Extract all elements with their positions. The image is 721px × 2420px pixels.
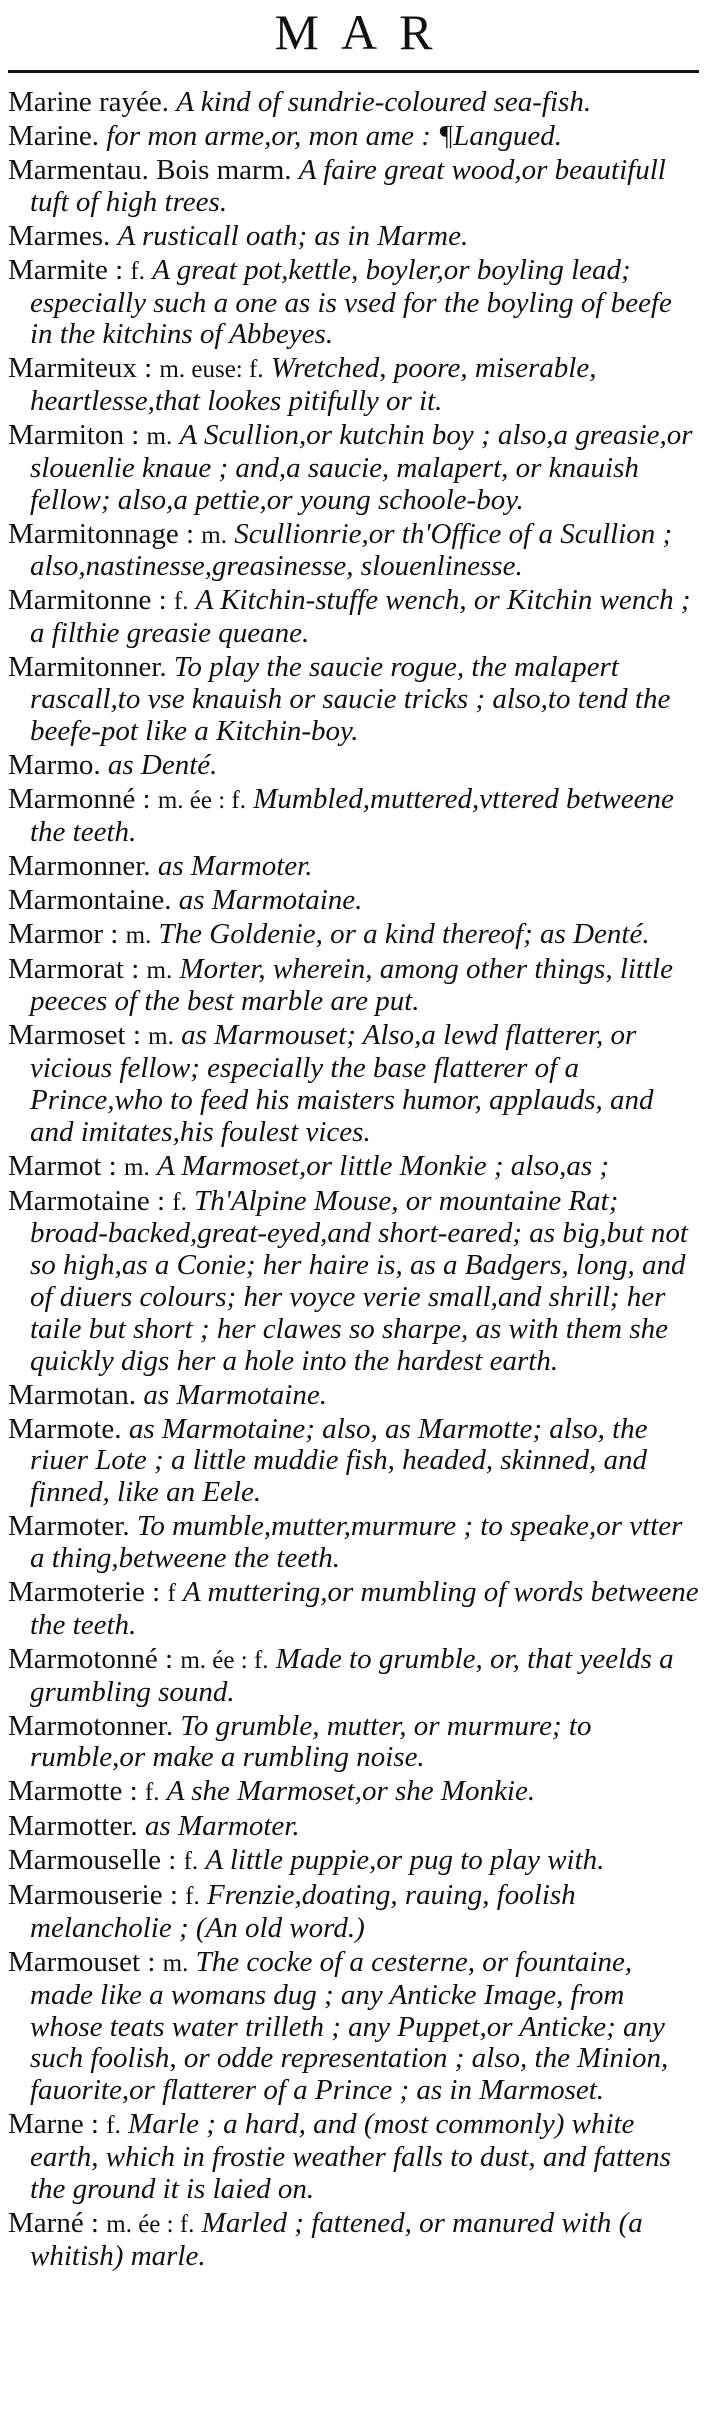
grammar-label: m. — [125, 921, 152, 949]
definition: as Denté. — [107, 748, 218, 781]
headword: Marné : — [8, 2206, 99, 2239]
dictionary-entry — [8, 1186, 699, 1378]
headword: Marmoset : — [8, 1019, 141, 1052]
headword: Marmonné : — [8, 782, 151, 815]
headword: Marmotan. — [8, 1378, 137, 1411]
headword: Marine. — [8, 119, 99, 152]
grammar-label: m. — [124, 1153, 150, 1181]
grammar-label: f. — [183, 1848, 199, 1876]
headword: Marmitonner. — [8, 651, 167, 684]
headword: Marmentau. Bois marm. — [8, 153, 292, 186]
entry-list — [8, 87, 699, 2272]
grammar-label: m. ée : f. — [106, 2210, 195, 2238]
dictionary-entry — [8, 784, 699, 849]
definition: as Marmotaine. — [178, 883, 363, 916]
definition: as Marmoter. — [157, 849, 313, 882]
definition: as Marmouset; Also,a lewd flatterer, or vicious fellow; especially the base flatterer of a Prince,who to feed his maisters humor, applauds, and and imitates,his foulest vices. — [30, 1019, 654, 1148]
dictionary-entry — [8, 255, 699, 351]
dictionary-entry — [8, 2109, 699, 2205]
dictionary-entry — [8, 1414, 699, 1509]
headword: Marmitonne : — [8, 584, 167, 617]
definition: Mumbled,muttered,vttered betweene the teeth. — [30, 782, 674, 848]
grammar-label: m. — [201, 521, 227, 549]
grammar-label: f. — [173, 588, 189, 616]
dictionary-entry — [8, 652, 699, 747]
header-rule — [8, 70, 699, 73]
definition: for mon arme,or, mon ame : ¶Langued. — [106, 119, 563, 152]
grammar-label: m. euse: f. — [159, 356, 264, 384]
grammar-label: m. ée : f. — [180, 1646, 269, 1674]
definition: A kind of sundrie-coloured sea-fish. — [176, 86, 592, 118]
headword: Marne : — [8, 2108, 99, 2141]
definition: Morter, wherein, among other things, little peeces of the best marble are put. — [30, 952, 673, 1018]
definition: Marle ; a hard, and (most commonly) white earth, which in frostie weather falls to dust, and fattens the ground it is laied on. — [30, 2108, 671, 2205]
definition: A she Marmoset,or she Monkie. — [166, 1775, 536, 1808]
dictionary-entry — [8, 1644, 699, 1709]
definition: A Kitchin-stuffe wench, or Kitchin wench ; a filthie greasie queane. — [30, 584, 691, 650]
definition: A faire great wood,or beautifull tuft of high trees. — [30, 153, 666, 218]
headword: Marmotaine : — [8, 1184, 166, 1217]
definition: A Scullion,or kutchin boy ; also,a greasie,or slouenlie knaue ; and,a saucie, malapert, or knauish fellow; also,a pettie,or young schoole-boy. — [30, 419, 693, 516]
grammar-label: m. ée : f. — [157, 786, 246, 814]
dictionary-entry — [8, 519, 699, 584]
definition: as Marmoter. — [144, 1810, 300, 1843]
dictionary-entry — [8, 87, 699, 119]
definition: as Marmotaine. — [143, 1378, 327, 1411]
dictionary-entry — [8, 2208, 699, 2273]
running-head: MAR — [274, 4, 455, 60]
definition: To play the saucie rogue, the malapert rascall,to vse knauish or saucie tricks ; also,to tend the beefe-pot like a Kitchin-boy. — [30, 651, 671, 747]
grammar-label: m. — [162, 1950, 189, 1978]
definition: Frenzie,doating, rauing, foolish melancholie ; (An old word.) — [30, 1879, 576, 1945]
grammar-label: f. — [106, 2112, 121, 2140]
definition: A little puppie,or pug to play with. — [205, 1844, 605, 1877]
dictionary-entry — [8, 851, 699, 883]
grammar-label: f. — [130, 257, 145, 285]
grammar-label: f. — [144, 1779, 160, 1807]
dictionary-entry — [8, 155, 699, 219]
definition: To grumble, mutter, or murmure; to rumble,or make a rumbling noise. — [30, 1709, 592, 1774]
grammar-label: f — [167, 1579, 176, 1607]
definition: To mumble,mutter,murmure ; to speake,or vtter a thing,betweene the teeth. — [30, 1510, 683, 1574]
dictionary-entry — [8, 1880, 699, 1945]
grammar-label: f. — [172, 1188, 187, 1216]
definition: A Marmoset,or little Monkie ; also,as ; — [156, 1149, 610, 1182]
definition: A rusticall oath; as in Marme. — [117, 219, 469, 252]
headword: Marmouselle : — [8, 1844, 177, 1877]
definition: Wretched, poore, miserable, heartlesse,that lookes pitifully or it. — [30, 352, 597, 418]
headword: Marmorat : — [8, 952, 140, 985]
headword: Marmo. — [8, 748, 101, 781]
dictionary-entry — [8, 1020, 699, 1148]
dictionary-entry — [8, 1711, 699, 1775]
dictionary-entry — [8, 1776, 699, 1809]
grammar-label: m. — [148, 1023, 174, 1051]
headword: Marmite : — [8, 253, 124, 286]
headword: Marmes. — [8, 219, 111, 252]
headword: Marmiteux : — [8, 352, 153, 385]
definition: Th'Alpine Mouse, or mountaine Rat; broad-backed,great-eyed,and short-eared; as big,but not so high,as a Conie; her haire is, as a Badgers, long, and of diuers colours; her voyce verie small,and shrill; her taile but short ; her clawes so sharpe, as with them she quickly digs her a hole into the hardest earth. — [30, 1184, 688, 1377]
grammar-label: m. — [146, 956, 173, 984]
headword: Marmoterie : — [8, 1575, 161, 1608]
headword: Marmonner. — [8, 849, 151, 882]
dictionary-entry — [8, 353, 699, 418]
headword: Marmoter. — [8, 1510, 130, 1543]
dictionary-entry — [8, 1845, 699, 1878]
headword: Marmotte : — [8, 1775, 138, 1808]
dictionary-entry — [8, 221, 699, 253]
headword: Marine rayée. — [8, 86, 170, 118]
dictionary-entry — [8, 750, 699, 782]
definition: The cocke of a cesterne, or fountaine, made like a womans dug ; any Anticke Image, from whose teats water trilleth ; any Puppet,or Anticke; any such foolish, or odde representation ; also, the Minion, fauorite,or flatterer of a Prince ; as in Marmoset. — [30, 1946, 669, 2107]
definition: A muttering,or mumbling of words betweene the teeth. — [30, 1575, 699, 1641]
definition: as Marmotaine; also, as Marmotte; also, the riuer Lote ; a little muddie fish, headed, skinned, and finned, like an Eele. — [30, 1412, 648, 1509]
headword: Marmor : — [8, 917, 119, 950]
definition: Made to grumble, or, that yeelds a grumbling sound. — [30, 1642, 674, 1708]
definition: Scullionrie,or th'Office of a Scullion ; also,nastinesse,greasinesse, slouenlinesse. — [30, 517, 673, 583]
dictionary-entry — [8, 585, 699, 650]
headword: Marmiton : — [8, 419, 140, 452]
dictionary-entry — [8, 1151, 699, 1184]
headword: Marmontaine. — [8, 883, 172, 916]
headword: Marmitonnage : — [8, 517, 195, 550]
dictionary-entry — [8, 954, 699, 1019]
grammar-label: f. — [185, 1883, 200, 1911]
dictionary-entry — [8, 420, 699, 516]
dictionary-entry — [8, 1947, 699, 2107]
headword: Marmot : — [8, 1149, 117, 1182]
headword: Marmotter. — [8, 1810, 138, 1843]
headword: Marmotonner. — [8, 1709, 174, 1742]
grammar-label: m. — [146, 423, 173, 451]
definition: A great pot,kettle, boyler,or boyling lead; especially such a one as is vsed for the boyling of beefe in the kitchins of Abbeyes. — [30, 253, 672, 351]
definition: The Goldenie, or a kind thereof; as Denté. — [158, 917, 650, 950]
dictionary-entry — [8, 885, 699, 917]
dictionary-entry — [8, 919, 699, 952]
dictionary-entry — [8, 121, 699, 153]
dictionary-entry — [8, 1577, 699, 1642]
definition: Marled ; fattened, or manured with (a whitish) marle. — [30, 2206, 643, 2272]
headword: Marmote. — [8, 1412, 122, 1445]
headword: Marmotonné : — [8, 1642, 174, 1675]
dictionary-entry — [8, 1511, 699, 1575]
headword: Marmouserie : — [8, 1879, 178, 1912]
dictionary-entry — [8, 1811, 699, 1843]
dictionary-entry — [8, 1380, 699, 1412]
headword: Marmouset : — [8, 1946, 156, 1979]
